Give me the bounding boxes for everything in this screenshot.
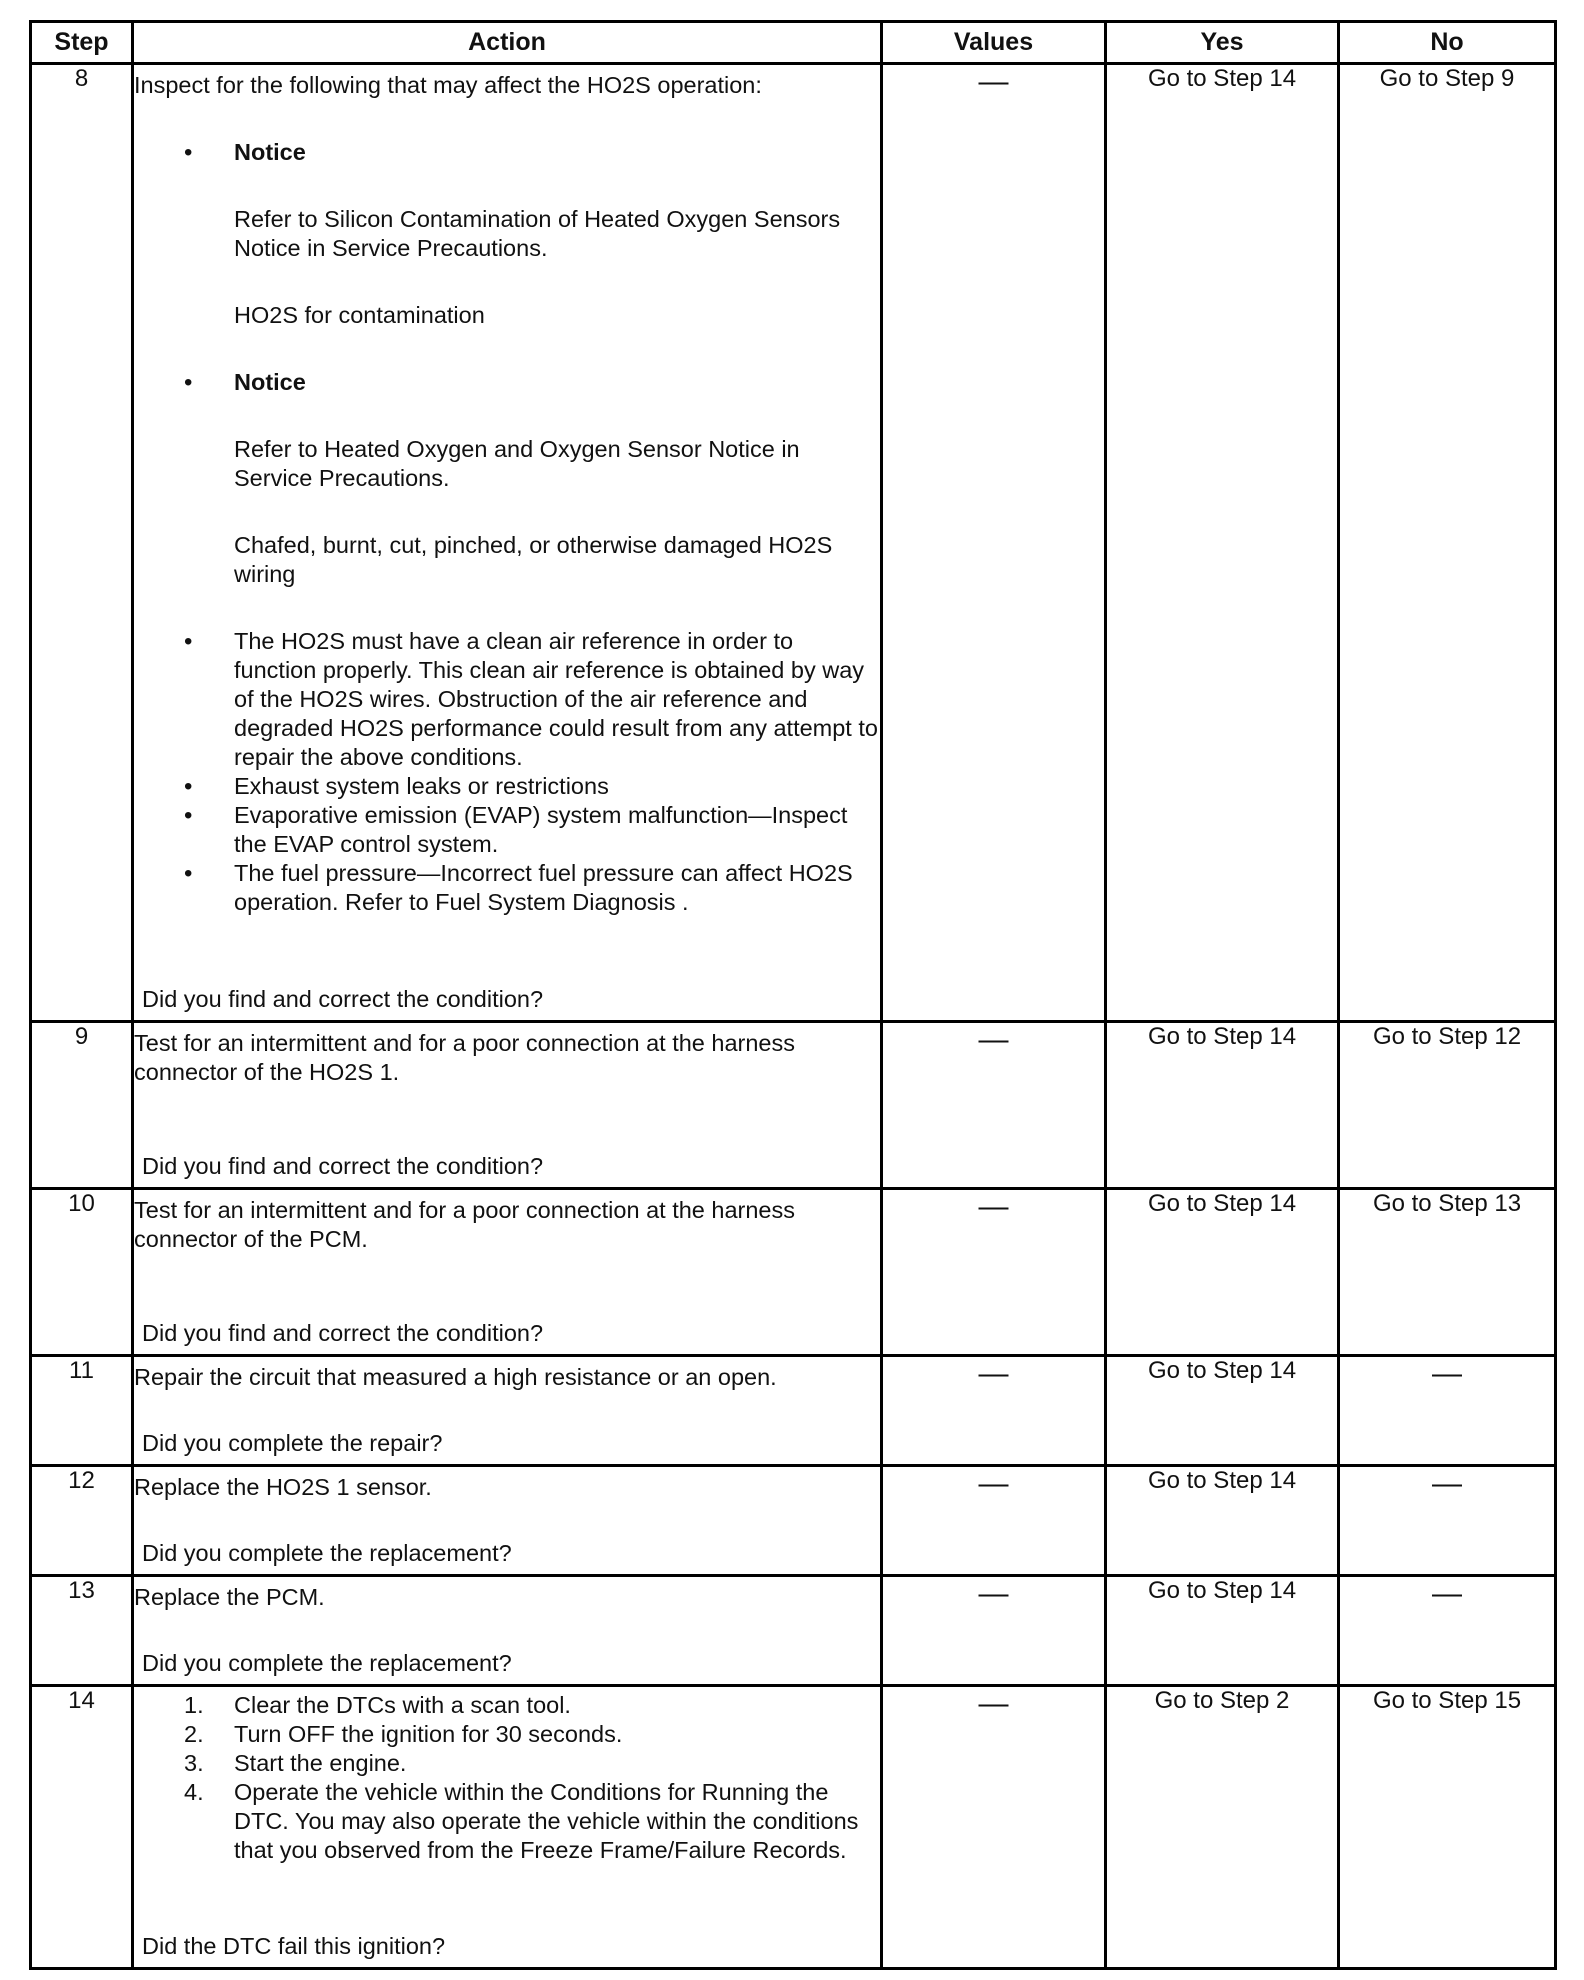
action-cell <box>133 1576 882 1686</box>
yes-cell: Go to Step 14 <box>1106 1022 1339 1189</box>
notice-list <box>134 138 880 917</box>
question-text: Did you complete the replacement? <box>142 1540 512 1566</box>
action-cell <box>133 1022 882 1189</box>
values-cell: — <box>882 1466 1106 1576</box>
yes-cell: Go to Step 14 <box>1106 1189 1339 1356</box>
question-text: Did you find and correct the condition? <box>142 986 544 1012</box>
step-text: Turn OFF the ignition for 30 seconds. <box>234 1721 623 1747</box>
action-text: Inspect for the following that may affect the HO2S operation: <box>134 72 762 98</box>
values-cell: — <box>882 1022 1106 1189</box>
step-number: 14 <box>31 1686 133 1969</box>
list-item <box>134 138 880 368</box>
action-text: Test for an intermittent and for a poor connection at the harness connector of the PCM. <box>134 1197 795 1252</box>
question-text: Did you find and correct the condition? <box>142 1320 544 1346</box>
action-cell <box>133 1356 882 1466</box>
step-text: Clear the DTCs with a scan tool. <box>234 1692 571 1718</box>
values-cell: — <box>882 1576 1106 1686</box>
action-cell <box>133 1189 882 1356</box>
no-dash: — <box>1432 1577 1462 1610</box>
diagnostic-table <box>29 20 1557 1970</box>
no-cell: Go to Step 9 <box>1339 64 1556 1022</box>
header-action: Action <box>133 22 882 64</box>
step-text: Operate the vehicle within the Conditions for Running the DTC. You may also operate the vehicle within the conditions that you observed from the Freeze Frame/Failure Records. <box>234 1779 859 1863</box>
table-row <box>31 64 1556 1022</box>
table-row <box>31 1686 1556 1969</box>
yes-cell: Go to Step 14 <box>1106 1576 1339 1686</box>
no-cell: Go to Step 12 <box>1339 1022 1556 1189</box>
values-cell: — <box>882 1189 1106 1356</box>
action-text: Test for an intermittent and for a poor connection at the harness connector of the HO2S 1. <box>134 1030 795 1085</box>
question-text: Did you complete the repair? <box>142 1430 443 1456</box>
list-item: • Evaporative emission (EVAP) system malfunction—Inspect the EVAP control system. <box>134 801 880 859</box>
yes-cell: Go to Step 14 <box>1106 64 1339 1022</box>
yes-cell: Go to Step 14 <box>1106 1466 1339 1576</box>
no-cell <box>1339 1356 1556 1466</box>
list-item: • Exhaust system leaks or restrictions <box>134 772 880 801</box>
list-item: • The fuel pressure—Incorrect fuel pressure can affect HO2S operation. Refer to Fuel System Diagnosis . <box>134 859 880 917</box>
step-text: Start the engine. <box>234 1750 407 1776</box>
step-number: 12 <box>31 1466 133 1576</box>
list-item <box>134 1691 880 1720</box>
step-index: 2. <box>184 1721 204 1747</box>
no-cell <box>1339 1466 1556 1576</box>
step-index: 4. <box>184 1779 204 1805</box>
header-step: Step <box>31 22 133 64</box>
step-number: 10 <box>31 1189 133 1356</box>
table-row <box>31 1189 1556 1356</box>
values-cell: — <box>882 64 1106 1022</box>
inspect-item: Chafed, burnt, cut, pinched, or otherwise damaged HO2S wiring <box>234 532 833 587</box>
question-text: Did the DTC fail this ignition? <box>142 1933 446 1959</box>
table-row <box>31 1022 1556 1189</box>
list-item: • The HO2S must have a clean air reference in order to function properly. This clean air reference is obtained by way of the HO2S wires. Obstruction of the air reference and degraded HO2S performance could result from any attempt to repair the above conditions. <box>134 627 880 772</box>
table-row <box>31 1466 1556 1576</box>
question-text: Did you find and correct the condition? <box>142 1153 544 1179</box>
header-row <box>31 22 1556 64</box>
question-text: Did you complete the replacement? <box>142 1650 512 1676</box>
yes-cell: Go to Step 2 <box>1106 1686 1339 1969</box>
action-text: Replace the HO2S 1 sensor. <box>134 1474 432 1500</box>
header-values: Values <box>882 22 1106 64</box>
action-cell <box>133 1466 882 1576</box>
list-item <box>134 1720 880 1749</box>
notice-title: • Notice <box>234 369 306 395</box>
no-dash: — <box>1432 1357 1462 1390</box>
step-index: 3. <box>184 1750 204 1776</box>
table-row <box>31 1576 1556 1686</box>
step-index: 1. <box>184 1692 204 1718</box>
no-cell: Go to Step 15 <box>1339 1686 1556 1969</box>
action-text: Replace the PCM. <box>134 1584 325 1610</box>
notice-text: Refer to Silicon Contamination of Heated Oxygen Sensors Notice in Service Precautions. <box>234 206 841 261</box>
step-number: 13 <box>31 1576 133 1686</box>
header-yes: Yes <box>1106 22 1339 64</box>
procedure-list <box>134 1691 880 1865</box>
table-row <box>31 1356 1556 1466</box>
action-text: Repair the circuit that measured a high resistance or an open. <box>134 1364 777 1390</box>
step-number: 9 <box>31 1022 133 1189</box>
notice-text: Refer to Heated Oxygen and Oxygen Sensor Notice in Service Precautions. <box>234 436 800 491</box>
values-cell: — <box>882 1686 1106 1969</box>
step-number: 11 <box>31 1356 133 1466</box>
yes-cell: Go to Step 14 <box>1106 1356 1339 1466</box>
no-cell <box>1339 1576 1556 1686</box>
action-cell <box>133 1686 882 1969</box>
values-cell: — <box>882 1356 1106 1466</box>
list-item <box>134 1778 880 1865</box>
notice-title: • Notice <box>234 139 306 165</box>
no-cell: Go to Step 13 <box>1339 1189 1556 1356</box>
inspect-item: HO2S for contamination <box>234 302 485 328</box>
list-item <box>134 368 880 627</box>
list-item <box>134 1749 880 1778</box>
no-dash: — <box>1432 1467 1462 1500</box>
action-cell <box>133 64 882 1022</box>
header-no: No <box>1339 22 1556 64</box>
step-number: 8 <box>31 64 133 1022</box>
